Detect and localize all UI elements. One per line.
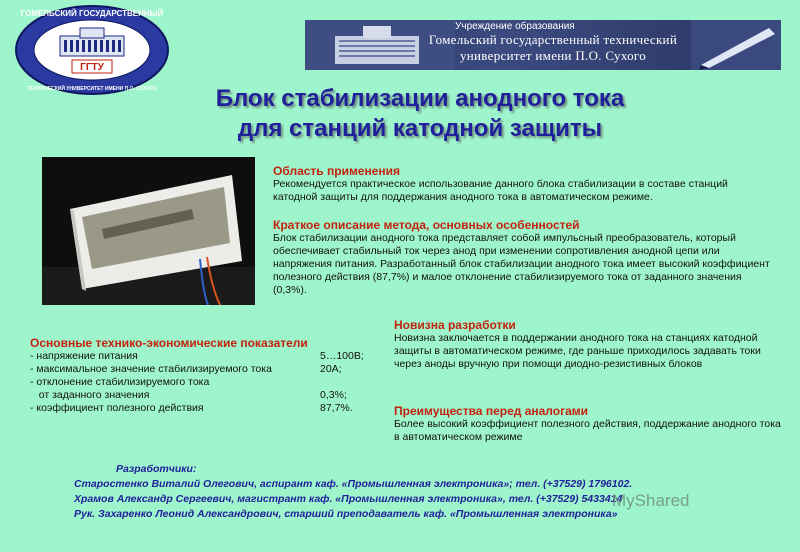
application-heading: Область применения [273,164,401,178]
watermark: MyShared [612,491,690,510]
university-logo [12,2,172,98]
title-line2: для станций катодной защиты [237,115,603,142]
description-section [273,218,773,297]
indicators-heading: Основные технико-экономические показатели [30,336,308,350]
banner-line3: университет имени П.О. Сухого [459,48,647,63]
description-heading: Краткое описание метода, основных особенностей [273,218,580,232]
novelty-heading: Новизна разработки [394,318,516,332]
page-title [150,84,690,144]
indicator-row [30,402,390,415]
indicator-row [30,389,390,402]
description-text: Блок стабилизации анодного тока представляет собой импульсный преобразователь, который обеспечивает стабильный ток через анод при изменении сопротивления анодной цепи или напряжения питания. Разработанный блок стабилизации анодного тока имеет высокий коэффициент полезного действия (87,7%) и малое отклонение стабилизируемого тока от заданного значения (0,3%). [273,232,770,296]
device-photo [42,157,255,305]
logo-arc-bottom: ТЕХНИЧЕСКИЙ УНИВЕРСИТЕТ ИМЕНИ П.О. СУХОГО [27,86,157,92]
developer-line: Рук. Захаренко Леонид Александрович, старший преподаватель каф. «Промышленная электроника» [74,508,618,520]
application-text: Рекомендуется практическое использование данного блока стабилизации в составе станций катодной защиты для поддержания анодного тока в автоматическом режиме. [273,178,728,203]
indicator-row [30,376,390,389]
indicator-row [30,363,390,376]
novelty-section [394,318,784,371]
advantages-text: Более высокий коэффициент полезного действия, поддержание анодного тока в автоматическом режиме [394,418,781,443]
indicator-label: - напряжение питания [30,350,138,362]
advantages-section [394,404,784,444]
novelty-text: Новизна заключается в поддержании анодного тока на станциях катодной защиты в автоматическом режиме, где раньше приходилось задавать токи через аноды вручную при помощи диодно-резистивных блоков [394,332,761,370]
indicator-row [30,350,390,363]
indicator-value: 20А; [320,363,342,375]
developers-heading: Разработчики: [116,463,197,475]
developer-line: Храмов Александр Сергеевич, магистрант каф. «Промышленная электроника», тел. (+37529) 5433414 [74,493,623,505]
indicator-label: от заданного значения [30,389,150,401]
indicators-section [30,336,390,415]
logo-abbr: ГГТУ [80,62,104,73]
title-line1: Блок стабилизации анодного тока [215,85,625,112]
indicator-label: - отклонение стабилизируемого тока [30,376,210,388]
university-banner [305,20,781,70]
banner-line1: Учреждение образования [455,21,575,32]
indicator-value: 0,3%; [320,389,347,401]
indicator-value: 87,7%. [320,402,353,414]
banner-line2: Гомельский государственный технический [428,32,678,47]
logo-arc-top: ГОМЕЛЬСКИЙ ГОСУДАРСТВЕННЫЙ [20,9,164,18]
indicator-label: - максимальное значение стабилизируемого тока [30,363,272,375]
advantages-heading: Преимущества перед аналогами [394,404,589,418]
indicator-label: - коэффициент полезного действия [30,402,204,414]
developer-line: Старостенко Виталий Олегович, аспирант каф. «Промышленная электроника»; тел. (+37529) 1796102. [74,478,633,490]
indicator-value: 5…100В; [320,350,364,362]
application-section [273,164,773,204]
